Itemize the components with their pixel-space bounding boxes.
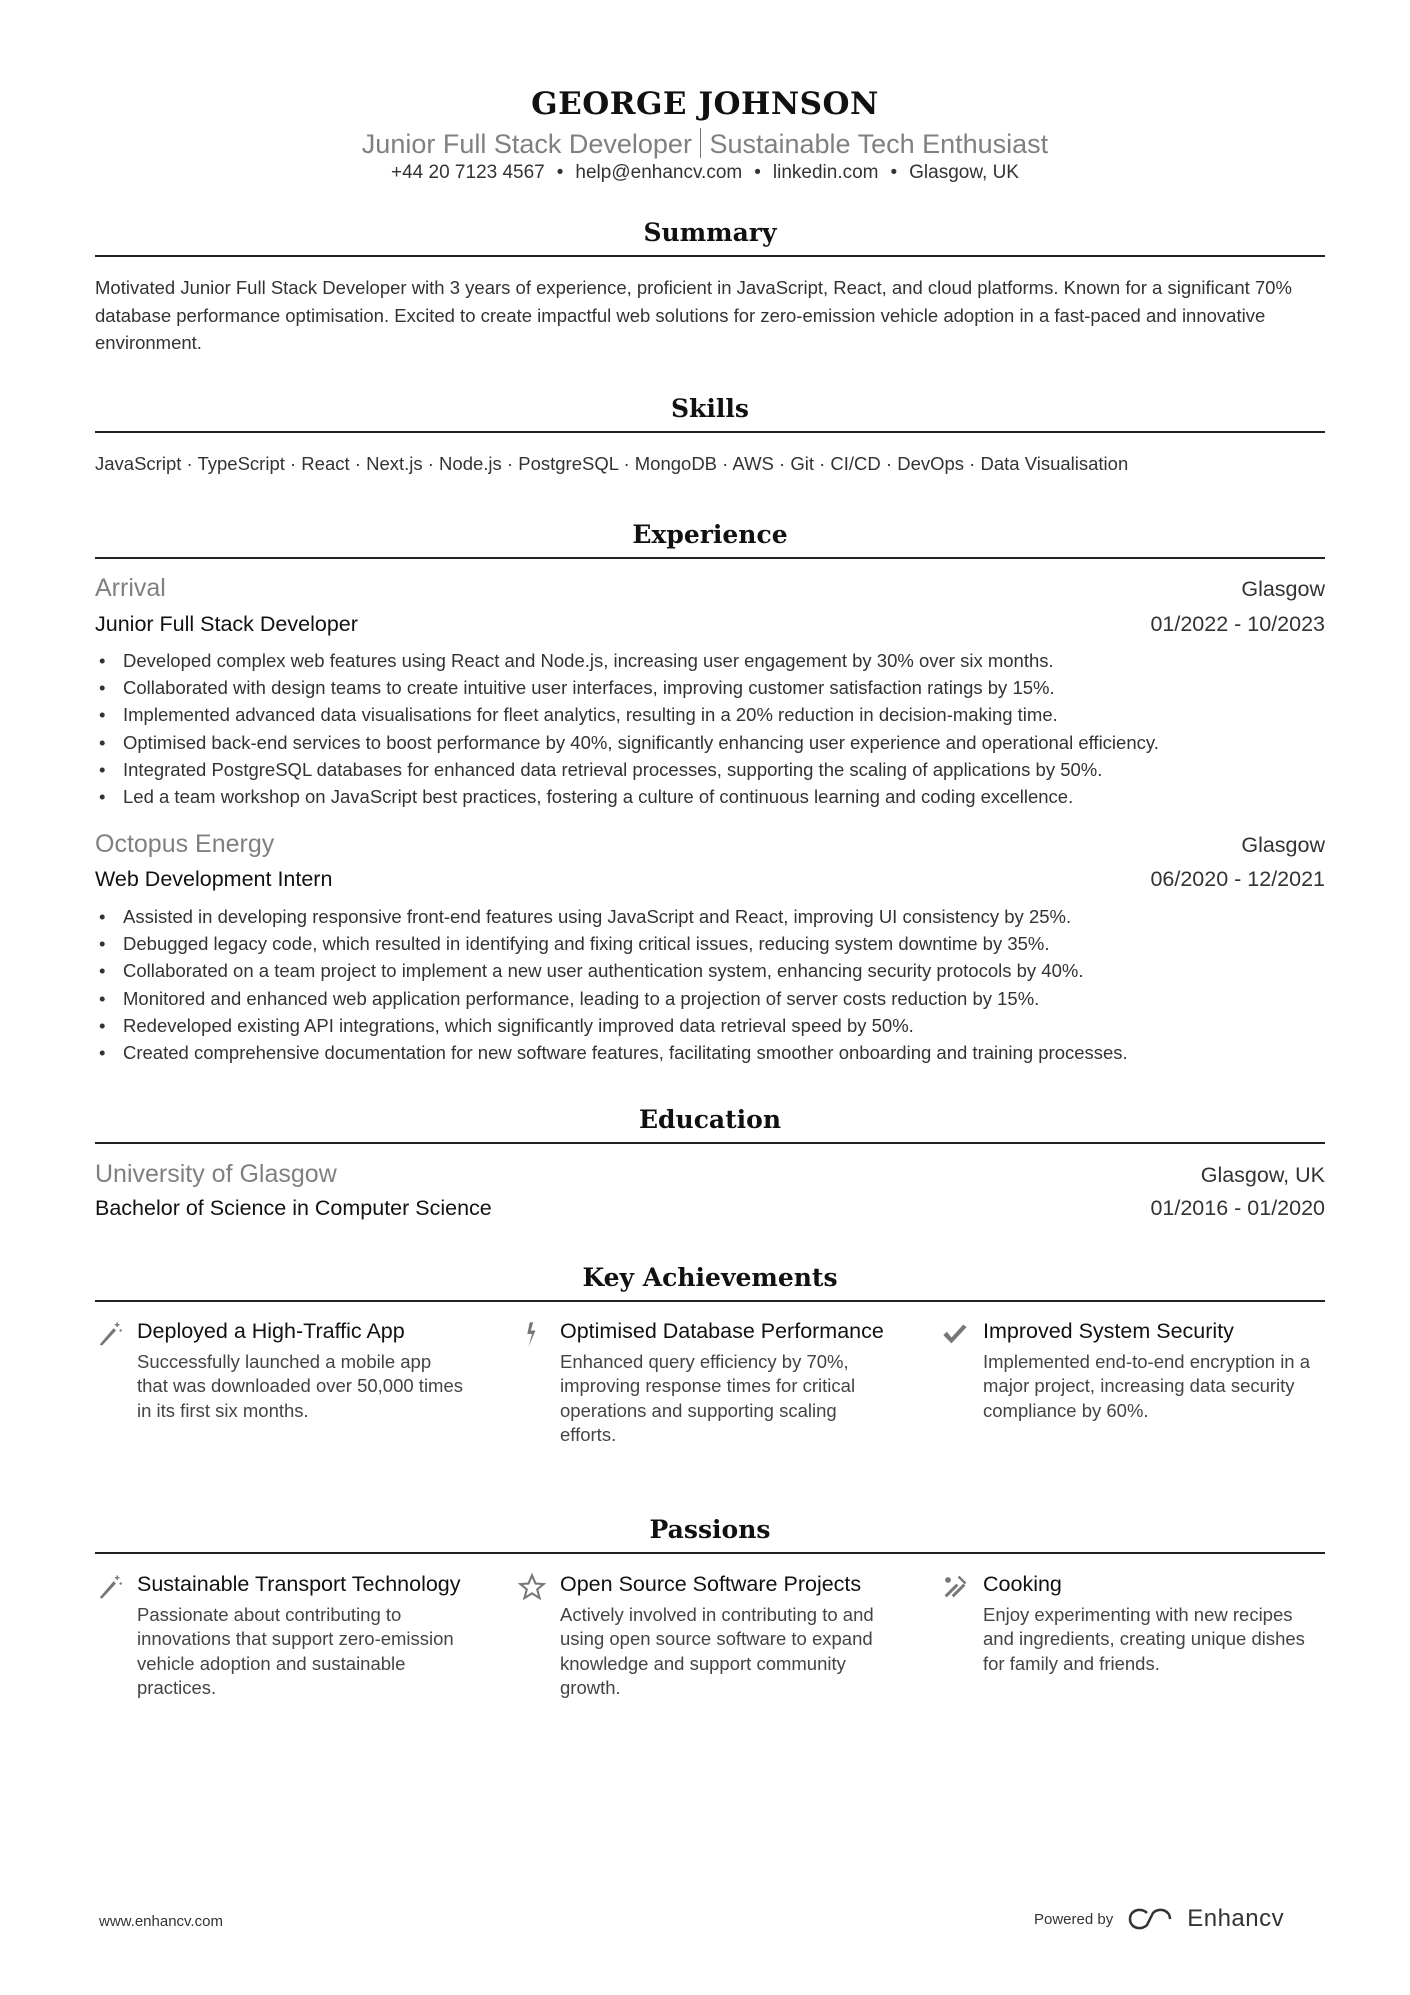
cooking-icon [941,1573,969,1601]
education-dates: 01/2016 - 01/2020 [1150,1196,1325,1220]
achievement-desc: Implemented end-to-end encryption in a major project, increasing data security compliance by 60%. [983,1351,1311,1421]
bullet: • Optimised back-end services to boost performance by 40%, significantly enhancing user experience and operational efficiency. [95,729,1325,756]
magic-wand-icon [95,1573,123,1601]
passions-heading: Passions [95,1515,1325,1554]
job-location: Glasgow [1241,833,1325,857]
magic-wand-icon [95,1320,123,1348]
contact-info: +44 20 7123 4567 • help@enhancv.com • linkedin.com • Glasgow, UK [391,162,1019,183]
location: Glasgow, UK [909,162,1019,183]
bullet: • Implemented advanced data visualisations for fleet analytics, resulting in a 20% reduction in decision-making time. [95,701,1325,728]
passion-title: Open Source Software Projects [560,1572,862,1596]
experience-heading: Experience [95,520,1325,559]
summary-text: Motivated Junior Full Stack Developer with 3 years of experience, proficient in JavaScript, React, and cloud platforms. Known for a significant 70% database performance optimisation. Excited to create impactful web solutions for zero-emission vehicle adoption in a fast-paced and innovative environment. [95,277,1292,353]
phone: +44 20 7123 4567 [391,162,545,183]
achievement-title: Optimised Database Performance [560,1319,884,1343]
bullet: • Integrated PostgreSQL databases for enhanced data retrieval processes, supporting the scaling of applications by 50%. [95,756,1325,783]
title-divider [700,128,702,158]
lightning-icon [518,1320,546,1348]
skills-heading: Skills [95,394,1325,433]
bullet: • Led a team workshop on JavaScript best practices, fostering a culture of continuous learning and coding excellence. [95,783,1325,810]
job-subheader [95,612,1325,637]
job-role: Web Development Intern [95,867,333,891]
job-header [95,574,1325,603]
job-title [0,128,1410,160]
passion-title: Sustainable Transport Technology [137,1572,461,1596]
company-name: Octopus Energy [95,830,275,858]
job-bullets [95,903,1325,1066]
bullet: • Collaborated with design teams to create intuitive user interfaces, improving customer satisfaction ratings by 15%. [95,674,1325,701]
linkedin-link[interactable]: linkedin.com [772,162,879,183]
job-subheader [95,867,1325,892]
checkmark-icon [941,1320,969,1348]
bullet: • Redeveloped existing API integrations, which significantly improved data retrieval speed by 50%. [95,1012,1325,1039]
job-role: Junior Full Stack Developer [95,612,358,636]
bullet: • Assisted in developing responsive front-end features using JavaScript and React, improving UI consistency by 25%. [95,903,1325,930]
passion-title: Cooking [983,1572,1062,1596]
job-location: Glasgow [1241,577,1325,601]
star-icon [518,1573,546,1601]
job-dates: 01/2022 - 10/2023 [1150,612,1325,636]
summary-heading: Summary [95,218,1325,257]
achievement-title: Deployed a High-Traffic App [137,1319,405,1343]
candidate-name: GEORGE JOHNSON [531,86,879,122]
education-subheader [95,1196,1325,1221]
achievement-item [137,1318,467,1423]
powered-by-label: Powered by [1034,1910,1114,1928]
passion-item [137,1571,467,1701]
achievement-item [983,1318,1313,1423]
education-header [95,1160,1325,1189]
email-link[interactable]: help@enhancv.com [575,162,743,183]
skills-list: JavaScript · TypeScript · React · Next.js · Node.js · PostgreSQL · MongoDB · AWS · Git · CI/CD · DevOps · Data Visualisation [95,453,1129,474]
passion-item [983,1571,1313,1676]
school-location: Glasgow, UK [1200,1163,1325,1187]
achievement-title: Improved System Security [983,1319,1234,1343]
achievement-item [560,1318,890,1448]
passion-desc: Passionate about contributing to innovations that support zero-emission vehicle adoption and sustainable practices. [137,1604,454,1699]
passion-desc: Enjoy experimenting with new recipes and ingredients, creating unique dishes for family and friends. [983,1604,1305,1674]
bullet: • Collaborated on a team project to implement a new user authentication system, enhancing security protocols by 40%. [95,957,1325,984]
bullet: • Monitored and enhanced web application performance, leading to a projection of server costs reduction by 15%. [95,985,1325,1012]
bullet: • Debugged legacy code, which resulted in identifying and fixing critical issues, reducing system downtime by 35%. [95,930,1325,957]
footer-website-link[interactable]: www.enhancv.com [99,1913,223,1930]
achievements-heading: Key Achievements [95,1263,1325,1302]
passion-item [560,1571,890,1701]
title-primary: Junior Full Stack Developer [361,129,692,159]
achievement-desc: Successfully launched a mobile app that was downloaded over 50,000 times in its first six months. [137,1351,464,1421]
job-header [95,830,1325,859]
passion-desc: Actively involved in contributing to and using open source software to expand knowledge and support community growth. [560,1604,874,1699]
footer-branding [1034,1905,1284,1933]
company-name: Arrival [95,574,166,602]
education-heading: Education [95,1105,1325,1144]
bullet: • Developed complex web features using React and Node.js, increasing user engagement by 30% over six months. [95,647,1325,674]
title-secondary: Sustainable Tech Enthusiast [709,129,1049,159]
job-dates: 06/2020 - 12/2021 [1150,867,1325,891]
enhancv-logo-text[interactable]: Enhancv [1187,1905,1285,1932]
school-name: University of Glasgow [95,1160,337,1188]
bullet: • Created comprehensive documentation for new software features, facilitating smoother onboarding and training processes. [95,1039,1325,1066]
degree: Bachelor of Science in Computer Science [95,1196,492,1220]
enhancv-logo-icon [1127,1907,1173,1931]
achievement-desc: Enhanced query efficiency by 70%, improving response times for critical operations and supporting scaling efforts. [560,1351,856,1446]
job-bullets [95,647,1325,810]
